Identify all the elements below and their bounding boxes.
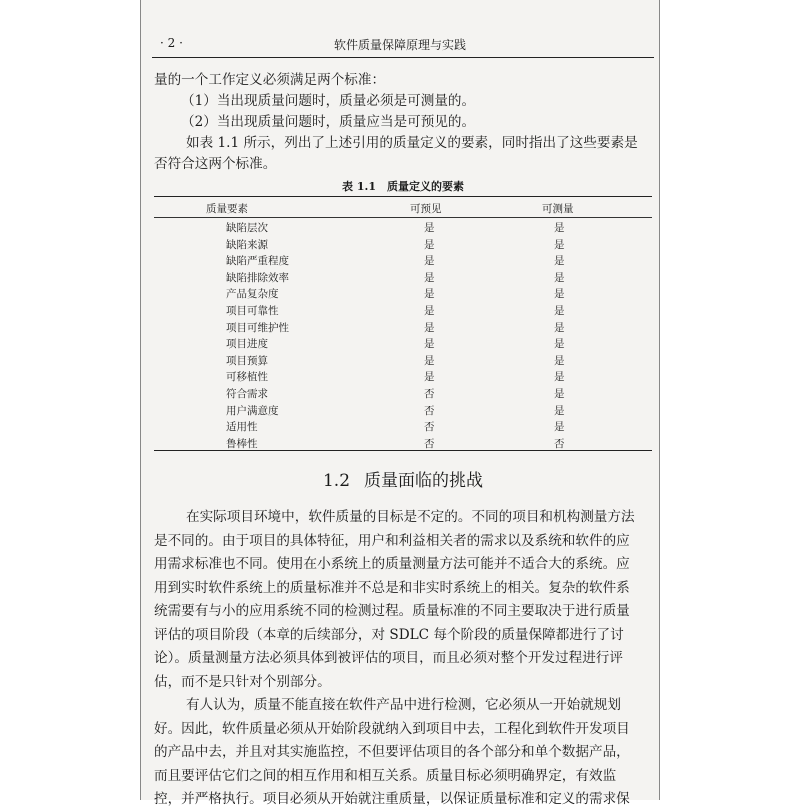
intro-line: 如表 1.1 所示，列出了上述引用的质量定义的要素，同时指出了这些要素是 [186,135,638,151]
section-number: 1.2 [322,471,351,491]
table-row [154,218,652,235]
header-predictable: 可预见 [410,203,442,215]
cell-quality-element: 缺陷严重程度 [226,255,289,268]
intro-line: （2）当出现质量问题时，质量应当是可预见的。 [181,114,476,130]
cell-predictable: 是 [424,371,435,384]
cell-predictable: 否 [424,387,435,400]
cell-quality-element: 缺陷排除效率 [226,271,289,284]
table-row [154,318,652,335]
cell-predictable: 是 [424,288,435,301]
cell-measurable: 是 [554,404,565,417]
cell-predictable: 否 [424,421,435,434]
quality-elements-table [154,196,652,451]
cell-quality-element: 产品复杂度 [226,288,279,301]
body-line: 在实际项目环境中，软件质量的目标是不定的。不同的项目和机构测量方法 [186,509,635,525]
cell-predictable: 是 [424,271,435,284]
cell-quality-element: 项目可维护性 [226,321,289,334]
cell-predictable: 是 [424,354,435,367]
body-line: 控，并严格执行。项目必须从开始就注重质量，以保证质量标准和定义的需求保 [154,791,630,807]
cell-predictable: 是 [424,338,435,351]
section-heading [154,466,652,491]
cell-predictable: 是 [424,304,435,317]
cell-predictable: 否 [424,404,435,417]
cell-measurable: 是 [554,338,565,351]
running-header [150,34,650,54]
cell-measurable: 是 [554,288,565,301]
section-title: 质量面临的挑战 [364,471,484,491]
body-line: 用需求标准也不同。使用在小系统上的质量测量方法可能并不适合大的系统。应 [154,556,630,572]
table-row [154,384,652,401]
table-row [154,351,652,368]
table-row [154,434,652,451]
table-row [154,334,652,351]
table-row [154,367,652,384]
header-measurable: 可测量 [542,203,574,215]
cell-measurable: 否 [554,437,565,450]
cell-predictable: 是 [424,255,435,268]
cell-quality-element: 适用性 [226,421,258,434]
body-line: 评估的项目阶段（本章的后续部分，对 SDLC 每个阶段的质量保障都进行了讨 [154,627,624,643]
cell-predictable: 是 [424,238,435,251]
body-line: 有人认为，质量不能直接在软件产品中进行检测，它必须从一开始就规划 [186,697,621,713]
cell-measurable: 是 [554,321,565,334]
page-number: · 2 · [160,36,183,50]
body-line: 估，而不是只针对个别部分。 [154,674,331,690]
cell-predictable: 是 [424,222,435,234]
cell-measurable: 是 [554,304,565,317]
cell-measurable: 是 [554,387,565,400]
cell-quality-element: 鲁棒性 [226,437,258,450]
cell-quality-element: 项目可靠性 [226,304,279,317]
intro-line: 量的一个工作定义必须满足两个标准： [154,72,386,88]
intro-line: （1）当出现质量问题时，质量必须是可测量的。 [181,93,476,109]
body-line: 的产品中去，并且对其实施监控，不但要评估项目的各个部分和单个数据产品， [154,744,630,760]
table-caption: 表 1.1 质量定义的要素 [342,180,464,193]
cell-measurable: 是 [554,222,565,234]
body-line: 好。因此，软件质量必须从开始阶段就纳入到项目中去，工程化到软件开发项目 [154,721,630,737]
cell-quality-element: 可移植性 [226,371,268,384]
table-row [154,251,652,268]
cell-predictable: 否 [424,437,435,450]
table-row [154,268,652,285]
body-line: 论）。质量测量方法必须具体到被评估的项目，而且必须对整个开发过程进行评 [154,650,623,666]
running-title: 软件质量保障原理与实践 [333,38,466,52]
header-rule [152,57,654,58]
cell-quality-element: 缺陷来源 [226,238,268,251]
cell-measurable: 是 [554,371,565,384]
cell-measurable: 是 [554,354,565,367]
body-line: 用到实时软件系统上的质量标准并不总是和非实时系统上的相关。复杂的软件系 [154,580,630,596]
cell-measurable: 是 [554,271,565,284]
cell-quality-element: 项目预算 [226,354,268,367]
body-line: 是不同的。由于项目的具体特征，用户和利益相关者的需求以及系统和软件的应 [154,533,630,549]
cell-quality-element: 缺陷层次 [226,222,268,234]
cell-quality-element: 项目进度 [226,338,268,351]
intro-line: 否符合这两个标准。 [154,156,277,172]
table-row [154,417,652,434]
table-row [154,401,652,418]
body-line: 统需要有与小的应用系统不同的检测过程。质量标准的不同主要取决于进行质量 [154,603,630,619]
cell-measurable: 是 [554,421,565,434]
body-line: 而且要评估它们之间的相互作用和相互关系。质量目标必须明确界定，有效监 [154,768,617,784]
table-row [154,235,652,252]
cell-quality-element: 用户满意度 [226,404,279,417]
header-quality-element: 质量要素 [206,203,248,215]
cell-predictable: 是 [424,321,435,334]
cell-measurable: 是 [554,255,565,268]
table-header-row [154,197,652,218]
cell-quality-element: 符合需求 [226,387,268,400]
table-row [154,284,652,301]
cell-measurable: 是 [554,238,565,251]
table-row [154,301,652,318]
